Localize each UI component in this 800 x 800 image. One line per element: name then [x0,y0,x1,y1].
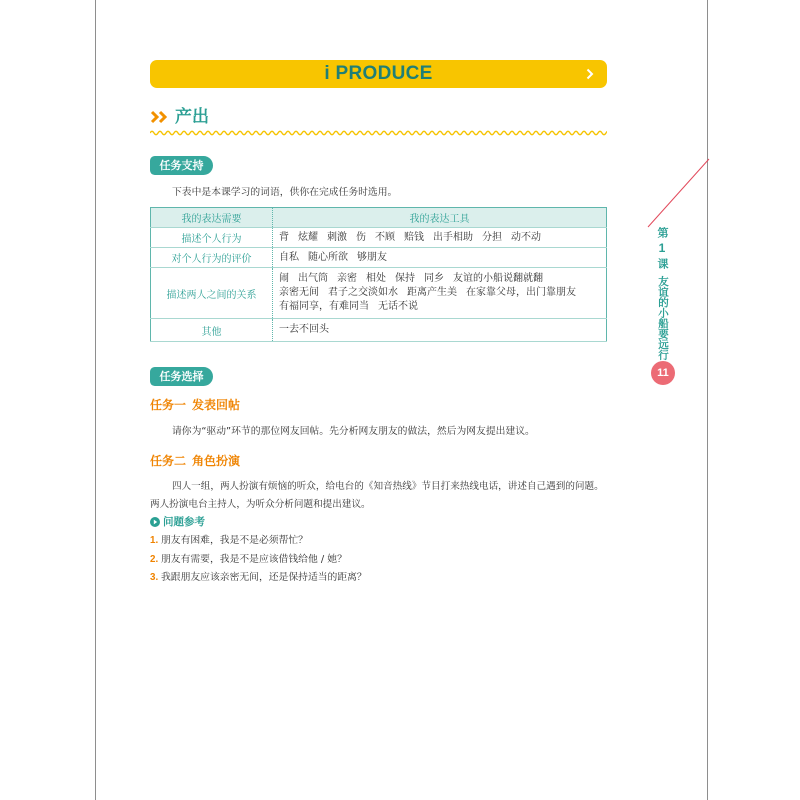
expression-tools-cell [273,248,607,268]
tool-word: 亲密无间 [279,287,319,298]
tool-word: 君子之交淡如水 [328,287,398,298]
table-row [151,228,607,248]
list-item-text: 朋友有困难，我是不是必须帮忙？ [161,535,308,546]
decorative-red-line [640,150,720,240]
task-two-label: 任务二 [150,454,187,468]
tool-word: 出手相助 [433,231,473,243]
task-one-label: 任务一 [150,398,187,412]
tool-word: 在家靠父母，出门靠朋友 [466,287,576,298]
list-item [150,534,308,548]
page-border-right [707,0,708,800]
lesson-number [655,227,669,272]
chevron-right-icon [586,68,594,80]
task-two-instructions: 四人一组，两人扮演有烦恼的听众，给电台的《知音热线》节目打来热线电话，讲述自己遇到的问题。两人扮演电台主持人，为听众分析问题和提出建议。 [150,481,604,510]
tool-word: 出气筒 [298,273,328,284]
section-title: 产出 [175,107,209,127]
task-one-title: 发表回帖 [192,398,241,412]
table-row [151,268,607,319]
banner-title: i PRODUCE [324,63,433,84]
tool-word: 炫耀 [298,231,318,243]
question-reference-title: 问题参考 [163,516,205,528]
expression-tools-cell [273,319,607,342]
produce-banner [150,60,607,88]
list-item [150,571,367,585]
tool-word: 分担 [482,231,502,243]
lesson-prefix: 第 [656,227,669,241]
double-chevron-icon [150,110,170,124]
tool-line [279,323,600,337]
task-choice-badge: 任务选择 [150,367,213,386]
tool-word: 背 [279,231,289,243]
list-item-text: 我跟朋友应该亲密无间，还是保持适当的距离？ [161,572,367,583]
tool-word: 不顾 [375,231,395,243]
table-header-row [151,208,607,228]
task-support-badge: 任务支持 [150,156,213,175]
expression-need-cell: 其他 [151,319,273,342]
tool-word: 有福同享，有难同当 [279,301,369,312]
lesson-number-value: 1 [655,241,669,258]
task-two-title: 角色扮演 [192,454,241,468]
tool-word: 保持 [395,273,415,284]
tool-word: 友谊的小船说翻就翻 [453,273,543,284]
lesson-suffix: 课 [656,258,669,272]
tool-word: 亲密 [337,273,357,284]
table-row [151,319,607,342]
tool-line [279,286,600,300]
tool-word: 同乡 [424,273,444,284]
list-item [150,553,347,567]
list-item-number: 3. [150,572,159,583]
page-border-left [95,0,96,800]
table-row [151,248,607,268]
tool-word: 动不动 [511,231,541,243]
tool-word: 无话不说 [378,301,418,312]
table-intro: 下表中是本课学习的词语，供你在完成任务时选用。 [172,187,398,198]
list-item-number: 1. [150,535,159,546]
table-header-tools: 我的表达工具 [273,208,607,228]
tool-word: 相处 [366,273,386,284]
tool-word: 赔钱 [404,231,424,243]
tool-word: 伤 [356,231,366,243]
tool-word: 距离产生美 [407,287,457,298]
expression-need-cell: 描述个人行为 [151,228,273,248]
tool-line [279,272,600,286]
lesson-title: 友谊的小船要远行 [657,276,669,360]
expression-tools-cell [273,268,607,319]
tool-word: 随心所欲 [308,251,348,263]
tool-line [279,251,600,265]
task-one-heading [150,397,240,413]
tool-word: 自私 [279,251,299,263]
tool-line [279,300,600,314]
list-item-text: 朋友有需要，我是不是应该借钱给他 / 她？ [161,554,347,565]
vocabulary-table [150,207,607,342]
tool-word: 一去不回头 [279,324,329,335]
expression-need-cell: 对个人行为的评价 [151,248,273,268]
tool-word: 刺激 [327,231,347,243]
expression-need-cell: 描述两人之间的关系 [151,268,273,319]
wavy-divider [150,129,607,137]
expression-tools-cell [273,228,607,248]
task-two-heading [150,453,240,469]
table-body [151,228,607,342]
task-one-instructions: 请你为“驱动”环节的那位网友回帖。先分析网友朋友的做法，然后为网友提出建议。 [172,426,535,437]
tool-line [279,231,600,245]
table-header-need: 我的表达需要 [151,208,273,228]
play-circle-icon [150,517,160,527]
tool-word: 闹 [279,273,289,284]
list-item-number: 2. [150,554,159,565]
page-number: 11 [651,361,675,385]
tool-word: 够朋友 [357,251,387,263]
